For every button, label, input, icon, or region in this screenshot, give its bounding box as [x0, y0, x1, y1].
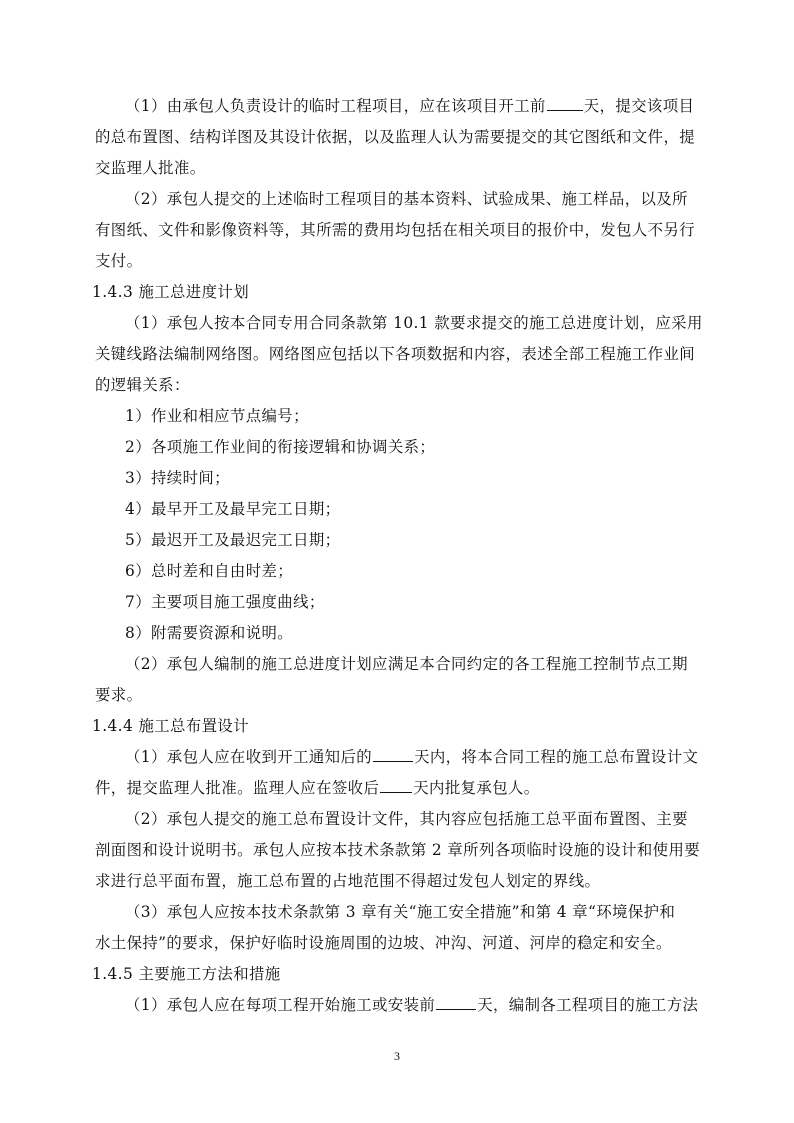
list-item: 4）最早开工及最早完工日期； [125, 500, 341, 518]
page-number: 3 [394, 1049, 400, 1063]
paragraph-line: （2）承包人提交的施工总布置设计文件，其内容应包括施工总平面布置图、主要 [125, 810, 688, 828]
fill-in-blank [436, 994, 476, 1010]
section-heading: 1.4.5 主要施工方法和措施 [92, 965, 281, 983]
text-run: 天，编制各工程项目的施工方法 [477, 996, 699, 1014]
text-run: （1）承包人应在每项工程开始施工或安装前 [125, 996, 436, 1014]
list-item: 5）最迟开工及最迟完工日期； [125, 531, 341, 549]
paragraph-line: 关键线路法编制网络图。网络图应包括以下各项数据和内容，表述全部工程施工作业间 [95, 345, 696, 363]
paragraph-line: 要求。 [95, 686, 143, 704]
list-item: 8）附需要资源和说明。 [125, 624, 294, 642]
paragraph-line [95, 990, 701, 1021]
fill-in-blank [380, 777, 412, 793]
section-heading: 1.4.4 施工总布置设计 [92, 717, 249, 735]
paragraph-line [95, 742, 701, 773]
section-heading: 1.4.3 施工总进度计划 [92, 283, 249, 301]
list-item: 6）总时差和自由时差； [125, 562, 294, 580]
fill-in-blank [547, 95, 583, 111]
paragraph-line: 剖面图和设计说明书。承包人应按本技术条款第 2 章所列各项临时设施的设计和使用要 [95, 841, 701, 859]
paragraph-line [95, 773, 701, 804]
paragraph-line: 支付。 [95, 252, 143, 270]
list-item: 3）持续时间； [125, 469, 230, 487]
paragraph-line: （2）承包人提交的上述临时工程项目的基本资料、试验成果、施工样品，以及所 [125, 190, 688, 208]
fill-in-blank [373, 746, 413, 762]
text-run: 天内批复承包人。 [413, 779, 540, 797]
paragraph-line: 交监理人批准。 [95, 159, 206, 177]
paragraph-line: 有图纸、文件和影像资料等，其所需的费用均包括在相关项目的报价中，发包人不另行 [95, 221, 696, 239]
paragraph-line [95, 91, 701, 122]
paragraph-line: （2）承包人编制的施工总进度计划应满足本合同约定的各工程施工控制节点工期 [125, 655, 688, 673]
document-page [92, 91, 703, 1021]
paragraph-line: 的逻辑关系： [95, 376, 190, 394]
paragraph-line: 的总布置图、结构详图及其设计依据，以及监理人认为需要提交的其它图纸和文件，提 [95, 128, 696, 146]
text-run: （1）承包人应在收到开工通知后的 [125, 748, 373, 766]
list-item: 1）作业和相应节点编号； [125, 407, 309, 425]
list-item: 7）主要项目施工强度曲线； [125, 593, 325, 611]
text-run: 天内，将本合同工程的施工总布置设计文 [414, 748, 699, 766]
paragraph-line: （3）承包人应按本技术条款第 3 章有关“施工安全措施”和第 4 章“环境保护和 [125, 903, 676, 921]
text-run: （1）由承包人负责设计的临时工程项目，应在该项目开工前 [125, 97, 546, 115]
text-run: 件，提交监理人批准。监理人应在签收后 [95, 779, 380, 797]
paragraph-line: 水土保持”的要求，保护好临时设施周围的边坡、冲沟、河道、河岸的稳定和安全。 [95, 934, 672, 952]
text-run: 天，提交该项目 [583, 97, 695, 115]
paragraph-line: 求进行总平面布置，施工总布置的占地范围不得超过发包人划定的界线。 [95, 872, 601, 890]
list-item: 2）各项施工作业间的衔接逻辑和协调关系； [125, 438, 436, 456]
paragraph-line: （1）承包人按本合同专用合同条款第 10.1 款要求提交的施工总进度计划，应采用 [125, 314, 703, 332]
